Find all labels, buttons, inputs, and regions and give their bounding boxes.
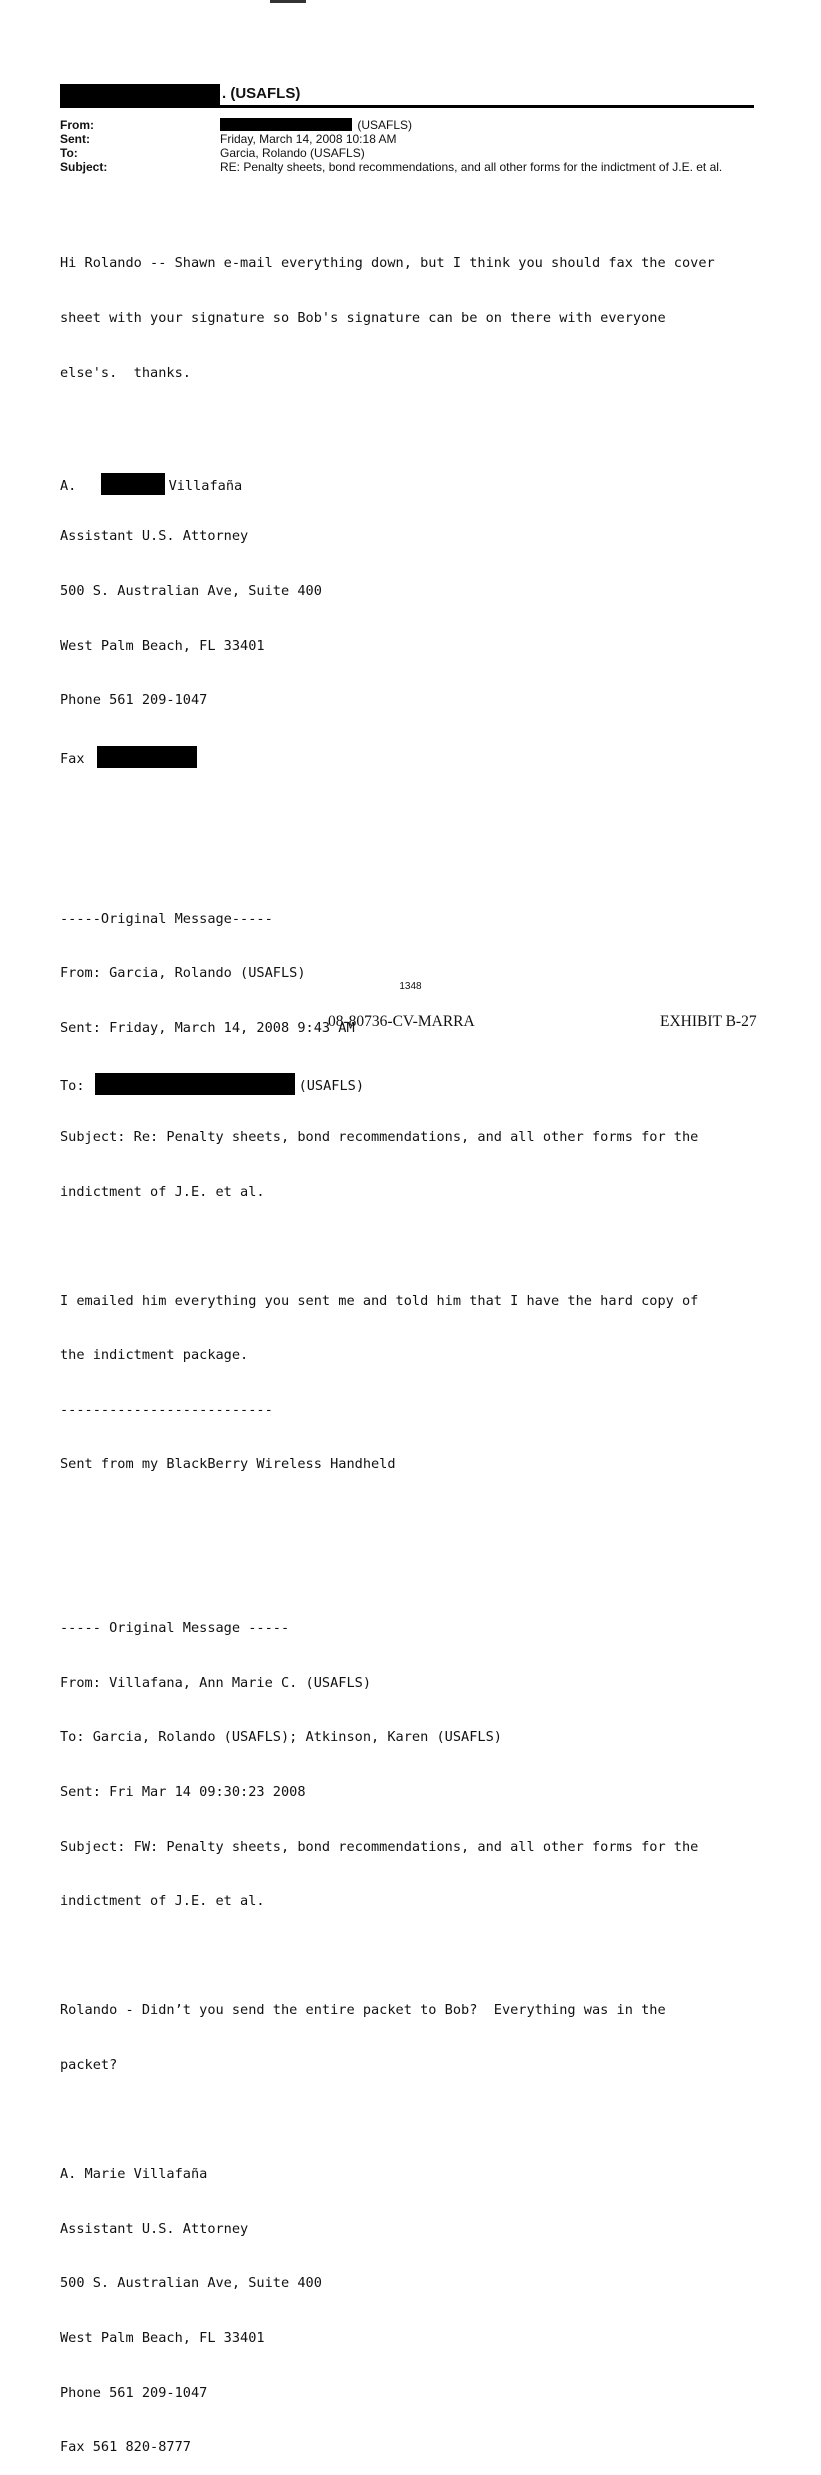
header-to-row [60,146,754,160]
message2-body: I emailed him everything you sent me and told him that I have the hard copy of [60,1292,699,1309]
header-subject-row [60,160,754,174]
header-to-value: Garcia, Rolando (USAFLS) [220,146,365,160]
signature-fax: Fax 561 820-8777 [60,2439,191,2456]
top-scan-mark [270,0,306,3]
case-number: 08-80736-CV-MARRA [328,1013,475,1030]
header-sent-label: Sent: [60,132,90,146]
header-from-row [60,118,754,132]
header-subject-label: Subject: [60,160,108,174]
email-title-bar [60,84,754,108]
message3-to: To: Garcia, Rolando (USAFLS); Atkinson, Karen (USAFLS) [60,1729,502,1746]
email-title-suffix: . (USAFLS) [222,85,301,102]
message3-subject: Subject: FW: Penalty sheets, bond recommendations, and all other forms for the [60,1838,699,1855]
redaction-block [95,1073,295,1095]
body-line: else's. thanks. [60,364,191,381]
signature-title: Assistant U.S. Attorney [60,528,249,545]
message2-subject-cont: indictment of J.E. et al. [60,1183,265,1200]
header-to-label: To: [60,146,78,160]
header-from-value: (USAFLS) [357,118,413,132]
header-from-label: From: [60,118,94,132]
message3-body: Rolando - Didn’t you send the entire packet to Bob? Everything was in the [60,2002,666,2019]
exhibit-label: EXHIBIT B-27 [660,1013,757,1030]
message2-to: To: (USAFLS) [60,1073,715,1091]
body-line: sheet with your signature so Bob's signature can be on there with everyone [60,310,666,326]
message3-subject-cont: indictment of J.E. et al. [60,1893,265,1910]
signature-phone: Phone 561 209-1047 [60,2384,208,2401]
signature-address: 500 S. Australian Ave, Suite 400 [60,582,322,599]
message2-sent: Sent: Friday, March 14, 2008 9:43 AM [60,1019,355,1036]
signature-city: West Palm Beach, FL 33401 [60,637,265,654]
signature-address: 500 S. Australian Ave, Suite 400 [60,2275,322,2292]
signature-phone: Phone 561 209-1047 [60,692,208,709]
email-body [60,218,715,2475]
message2-body-cont: the indictment package. [60,1347,249,1364]
redaction-block [220,118,352,131]
redaction-block [60,84,220,105]
message3-from: From: Villafana, Ann Marie C. (USAFLS) [60,1674,371,1691]
original-message-separator: -----Original Message----- [60,910,273,927]
signature-city: West Palm Beach, FL 33401 [60,2329,265,2346]
header-subject-value: RE: Penalty sheets, bond recommendations, and all other forms for the indictment of J.E. et al. [220,160,723,174]
header-sent-value: Friday, March 14, 2008 10:18 AM [220,132,397,146]
signature-name: A. Villafaña [60,473,715,491]
redaction-block [101,473,165,495]
message2-subject: Subject: Re: Penalty sheets, bond recommendations, and all other forms for the [60,1128,699,1145]
signature-name: A. Marie Villafaña [60,2166,208,2183]
message2-sent-from: Sent from my BlackBerry Wireless Handheld [60,1456,396,1473]
message3-body-cont: packet? [60,2057,118,2073]
message3-sent: Sent: Fri Mar 14 09:30:23 2008 [60,1784,306,1801]
original-message-separator: ----- Original Message ----- [60,1620,290,1637]
message2-rule: -------------------------- [60,1401,273,1418]
page-number: 1348 [399,981,422,992]
redaction-block [97,746,197,768]
body-line: Hi Rolando -- Shawn e-mail everything down, but I think you should fax the cover [60,255,715,272]
message2-from: From: Garcia, Rolando (USAFLS) [60,965,306,982]
signature-fax: Fax [60,746,715,764]
header-sent-row [60,132,754,146]
email-header [60,118,754,174]
signature-title: Assistant U.S. Attorney [60,2220,249,2237]
